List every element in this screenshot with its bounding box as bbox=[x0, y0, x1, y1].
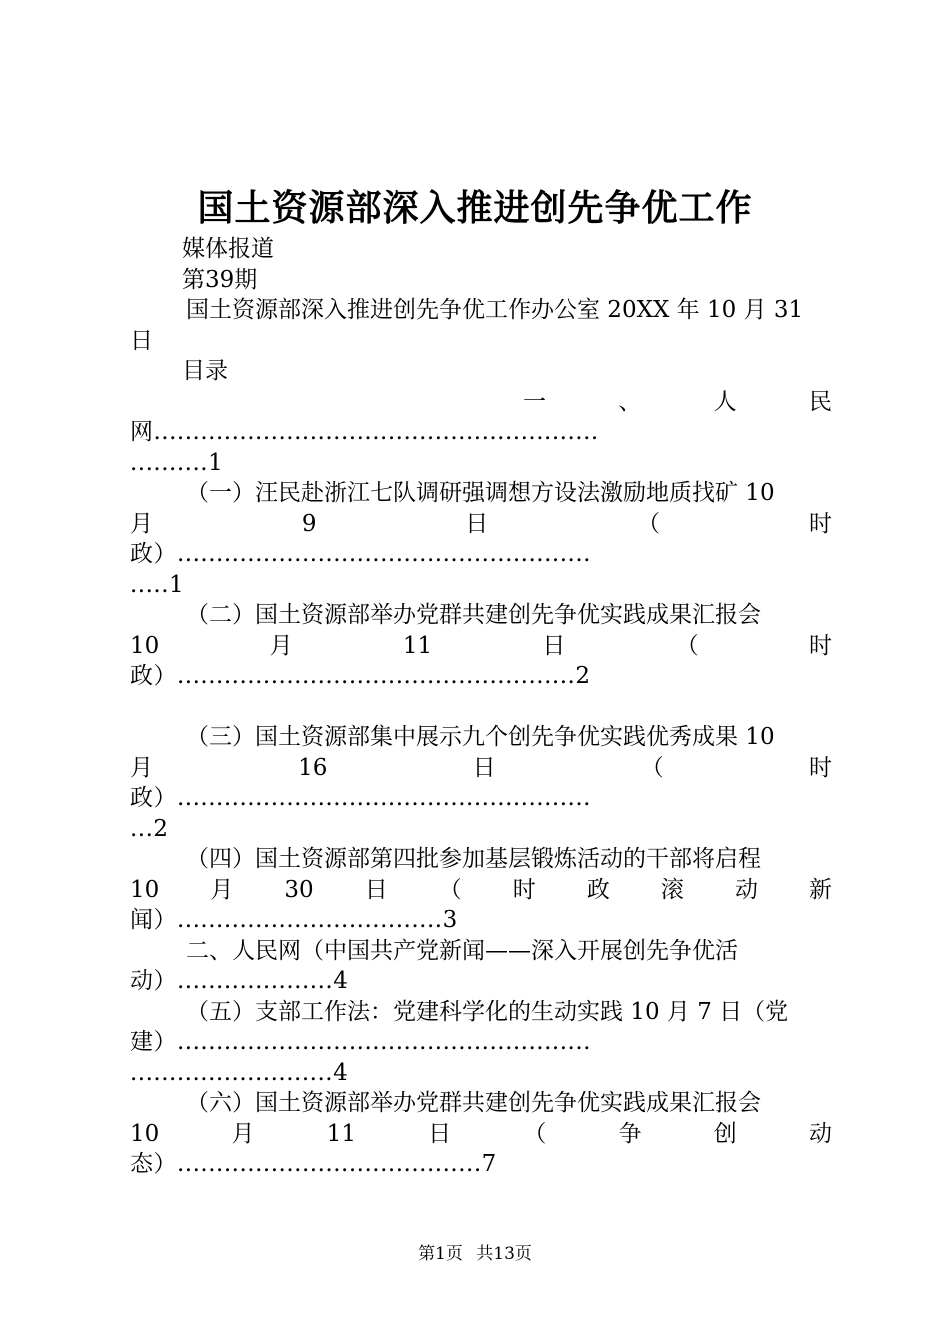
toc-heading: 目录 bbox=[182, 358, 228, 384]
toc-entry-6-leader: 态）.......................................7 bbox=[130, 1151, 497, 1177]
media-report-label: 媒体报道 bbox=[182, 236, 274, 262]
toc-entry-6-date: 10 月 11 日 （ 争 创 动 bbox=[130, 1120, 832, 1147]
toc-entry-2: （二）国土资源部举办党群共建创先争优实践成果汇报会 bbox=[186, 602, 761, 628]
toc-entry-2-date: 10 月 11 日 （ 时 bbox=[130, 632, 832, 659]
toc-entry-3: （三）国土资源部集中展示九个创先争优实践优秀成果 10 bbox=[186, 724, 775, 750]
toc-entry-3-page: ...2 bbox=[130, 815, 169, 842]
toc-section-1-page: ..........1 bbox=[130, 449, 224, 476]
toc-entry-3-leader: 政）..................................................... bbox=[130, 785, 591, 811]
toc-entry-4-date: 10 月 30 日 （ 时 政 滚 动 新 bbox=[130, 876, 832, 903]
page-number: 第1页 bbox=[418, 1244, 463, 1264]
page-total: 共13页 bbox=[476, 1244, 532, 1264]
toc-entry-1-leader: 政）..................................................... bbox=[130, 541, 591, 567]
document-body bbox=[130, 234, 832, 1180]
page-footer bbox=[0, 1243, 950, 1265]
office-date-line: 国土资源部深入推进创先争优工作办公室 20XX 年 10 月 31 bbox=[186, 297, 804, 323]
blank-line bbox=[130, 692, 832, 723]
toc-entry-1-page: .....1 bbox=[130, 571, 185, 598]
toc-entry-5: （五）支部工作法：党建科学化的生动实践 10 月 7 日（党 bbox=[186, 998, 789, 1025]
toc-section-1-leader: 网......................................................... bbox=[130, 419, 599, 445]
toc-entry-4: （四）国土资源部第四批参加基层锻炼活动的干部将启程 bbox=[186, 846, 761, 872]
toc-entry-5-leader: 建）..................................................... bbox=[130, 1029, 591, 1055]
toc-entry-5-page: ..........................4 bbox=[130, 1059, 349, 1086]
issue-number: 第39期 bbox=[182, 266, 258, 293]
office-date-line-cont: 日 bbox=[130, 327, 153, 354]
toc-section-2-leader: 动）....................4 bbox=[130, 968, 349, 994]
toc-entry-2-leader: 政）...................................................2 bbox=[130, 663, 591, 689]
document-title: 国土资源部深入推进创先争优工作 bbox=[197, 187, 753, 229]
toc-entry-6: （六）国土资源部举办党群共建创先争优实践成果汇报会 bbox=[186, 1090, 761, 1116]
toc-entry-4-leader: 闻）..................................3 bbox=[130, 907, 458, 933]
toc-section-1-title: 一 、 人 民 bbox=[523, 388, 832, 415]
toc-section-2-title: 二、人民网（中国共产党新闻——深入开展创先争优活 bbox=[186, 937, 738, 964]
toc-entry-1-date: 月 9 日 （ 时 bbox=[130, 510, 832, 537]
toc-entry-1: （一）汪民赴浙江七队调研强调想方设法激励地质找矿 10 bbox=[186, 480, 775, 506]
toc-entry-3-date: 月 16 日 （ 时 bbox=[130, 754, 832, 781]
